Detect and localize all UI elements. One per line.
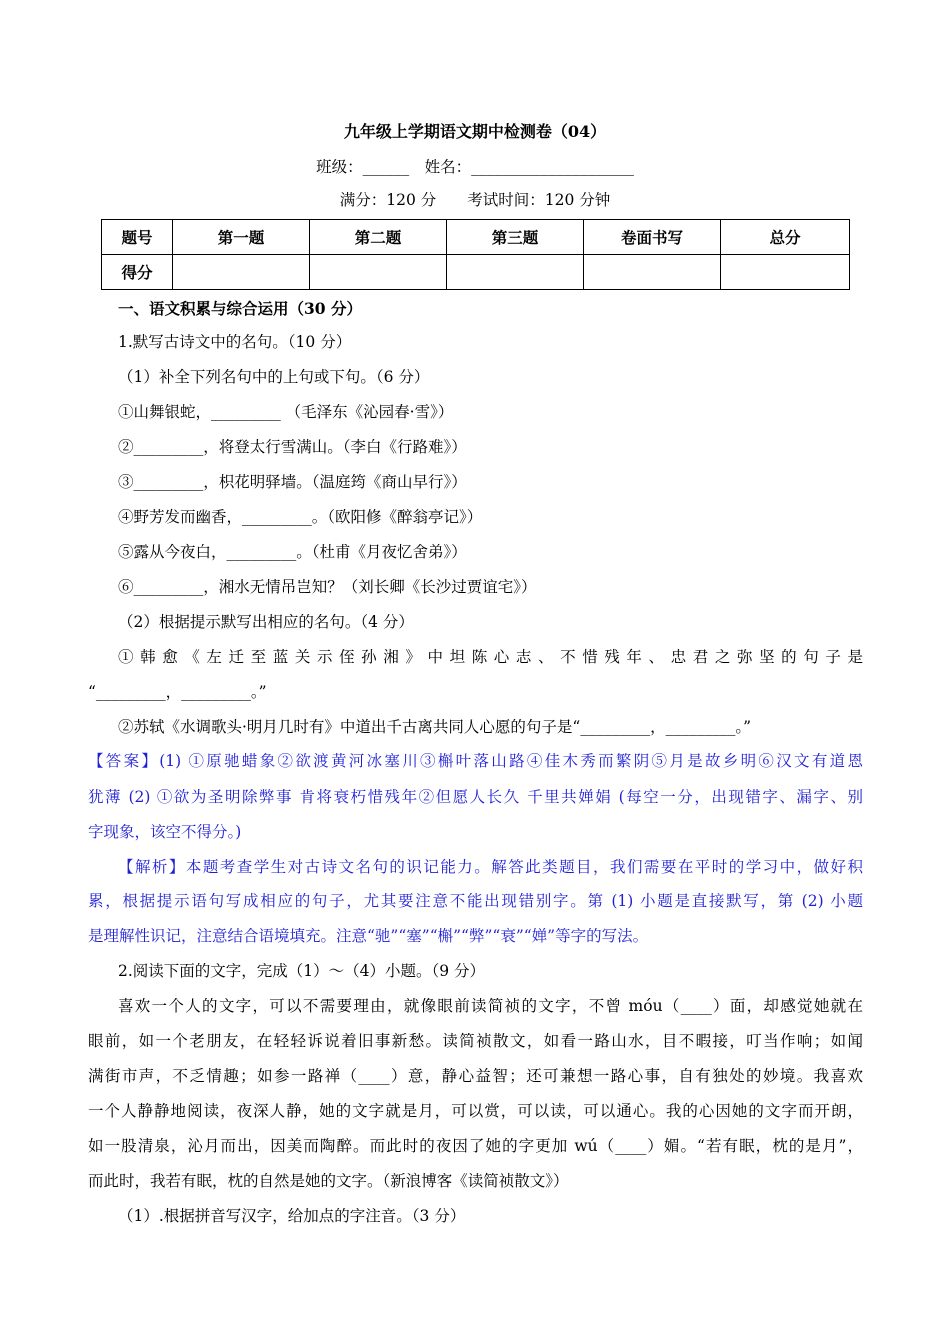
score-header-cell: 卷面书写 — [584, 220, 721, 255]
score-header-cell: 第三题 — [447, 220, 584, 255]
score-header-cell: 第二题 — [310, 220, 447, 255]
score-table-score-row — [102, 255, 850, 290]
answer-text: 【答案】(1) ①原驰蜡象②欲渡黄河冰塞川③槲叶落山路④佳木秀而繁阴⑤月是故乡明⑥汉文有道恩 — [88, 752, 863, 770]
fill-blank-item: ⑥_________，湘水无情吊岂知？（刘长卿《长沙过贾谊宅》） — [118, 578, 537, 596]
prompt-item-1-blanks: “_________，_________。” — [88, 683, 267, 701]
section-heading: 一、语文积累与综合运用（30 分） — [118, 299, 362, 318]
fill-blank-item: ①山舞银蛇，_________ （毛泽东《沁园春·雪》） — [118, 403, 454, 421]
score-table — [101, 219, 850, 290]
score-cell — [584, 255, 721, 290]
score-header-cell: 第一题 — [173, 220, 310, 255]
passage-line: 一个人静静地阅读，夜深人静，她的文字就是月，可以赏，可以读，可以通心。我的心因她的文字而开朗， — [88, 1102, 863, 1120]
passage-line: 眼前，如一个老朋友，在轻轻诉说着旧事新愁。读简祯散文，如看一路山水，目不暇接，叮当作响；如闻 — [88, 1032, 863, 1050]
question-1-stem: 1.默写古诗文中的名句。（10 分） — [118, 333, 352, 351]
score-cell — [447, 255, 584, 290]
class-name-line: 班级：______ 姓名：_____________________ — [316, 158, 634, 176]
passage-line: 而此时，我若有眠，枕的自然是她的文字。（新浪博客《读简祯散文》） — [88, 1172, 569, 1190]
analysis-text: 累，根据提示语句写成相应的句子，尤其要注意不能出现错别字。第 (1) 小题是直接默写，第 (2) 小题 — [88, 892, 863, 910]
question-2-sub-1: （1）.根据拼音写汉字，给加点的字注音。（3 分） — [118, 1207, 466, 1225]
score-cell — [310, 255, 447, 290]
question-1-part-2: （2）根据提示默写出相应的名句。（4 分） — [118, 613, 414, 631]
score-cell — [721, 255, 850, 290]
score-row-label: 得分 — [102, 255, 173, 290]
prompt-item-2: ②苏轼《水调歌头·明月几时有》中道出千古离共同人心愿的句子是“_________，_________。” — [118, 718, 752, 736]
passage-line: 满街市声，不乏情趣；如参一路禅（____）意，静心益智；还可兼想一路心事，自有独处的妙境。我喜欢 — [88, 1067, 863, 1085]
answer-text: 字现象，该空不得分。) — [88, 823, 242, 841]
question-1-part-1: （1）补全下列名句中的上句或下句。（6 分） — [118, 368, 430, 386]
score-table-header-row — [102, 220, 850, 255]
score-cell — [173, 255, 310, 290]
fill-blank-item: ③_________，枳花明驿墙。（温庭筠《商山早行》） — [118, 473, 467, 491]
exam-title: 九年级上学期语文期中检测卷（04） — [343, 122, 607, 141]
answer-text: 犹薄 (2) ①欲为圣明除弊事 肯将衰朽惜残年②但愿人长久 千里共婵娟 (每空一分，出现错字、漏字、别 — [88, 788, 863, 806]
exam-info-line: 满分：120 分 考试时间：120 分钟 — [339, 191, 611, 209]
passage-line: 如一股清泉，沁月而出，因美而陶醉。而此时的夜因了她的字更加 wú（____）媚。“若有眠，枕的是月”， — [88, 1137, 863, 1155]
fill-blank-item: ④野芳发而幽香，_________。（欧阳修《醉翁亭记》） — [118, 508, 483, 526]
analysis-text: 【解析】本题考查学生对古诗文名句的识记能力。解答此类题目，我们需要在平时的学习中，做好积 — [118, 858, 863, 876]
prompt-item-1: ①韩愈《左迁至蓝关示侄孙湘》中坦陈心志、不惜残年、忠君之弥坚的句子是 — [118, 648, 863, 666]
fill-blank-item: ②_________，将登太行雪满山。（李白《行路难》） — [118, 438, 467, 456]
score-header-cell: 总分 — [721, 220, 850, 255]
score-header-cell: 题号 — [102, 220, 173, 255]
passage-line: 喜欢一个人的文字，可以不需要理由，就像眼前读简祯的文字，不曾 móu（____）面，却感觉她就在 — [118, 997, 863, 1015]
question-2-stem: 2.阅读下面的文字，完成（1）～（4）小题。（9 分） — [118, 962, 486, 980]
analysis-text: 是理解性识记，注意结合语境填充。注意“驰”“塞”“槲”“弊”“衰”“婵”等字的写法。 — [88, 927, 649, 945]
fill-blank-item: ⑤露从今夜白，_________。（杜甫《月夜忆舍弟》） — [118, 543, 467, 561]
